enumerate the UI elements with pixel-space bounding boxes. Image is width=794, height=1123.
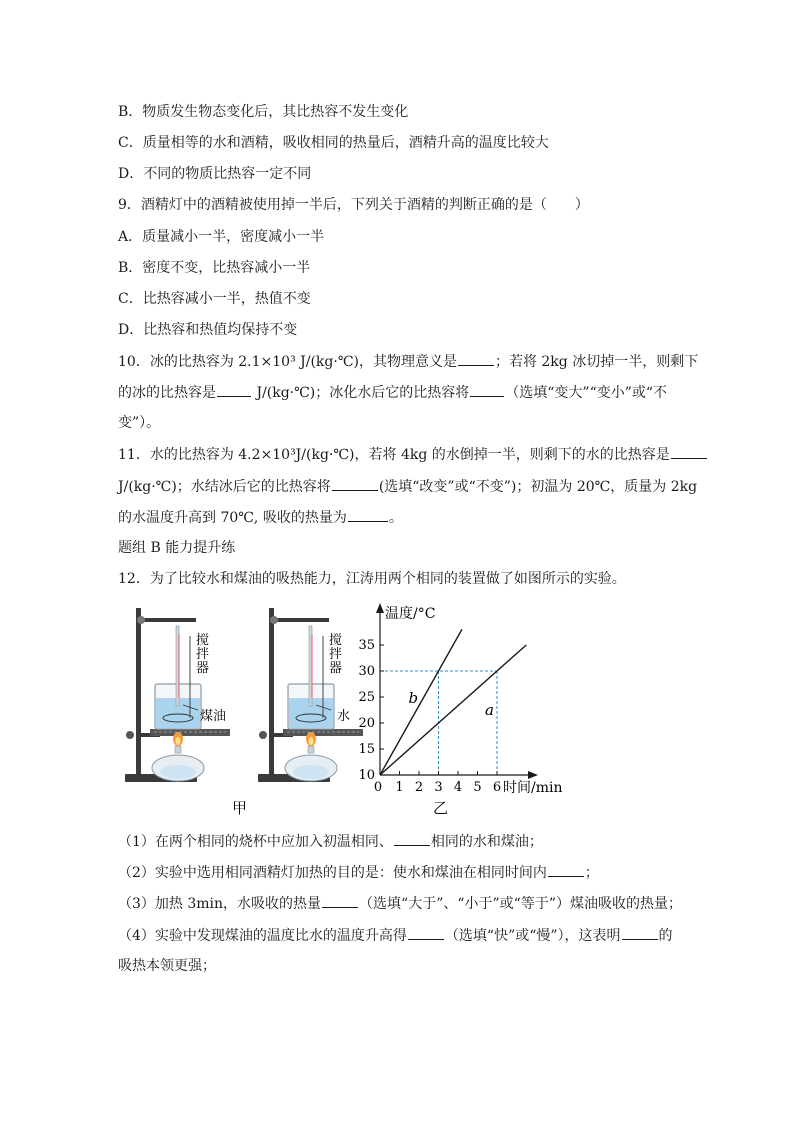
question-12-part-1: （1）在两个相同的烧杯中应加入初温相同、 相同的水和煤油； — [118, 831, 543, 852]
question-9-option-b: B．密度不变，比热容减小一半 — [118, 260, 311, 276]
series-line-b — [380, 629, 462, 775]
x-tick-label: 0 — [373, 780, 383, 795]
x-tick-label: 6 — [492, 780, 502, 795]
answer-blank[interactable] — [394, 831, 430, 846]
stirrer-char-2: 拌 — [329, 647, 343, 662]
stirrer-char-3: 器 — [329, 661, 343, 676]
answer-blank[interactable] — [348, 507, 388, 522]
question-11-line-1: 11．水的比热容为 4.2×10³J/(kg·℃)，若将 4kg 的水倒掉一半，则剩下的水的比热容是 — [118, 444, 708, 465]
answer-blank[interactable] — [622, 925, 658, 940]
support-knob — [126, 731, 134, 739]
question-11-line-2: J/(kg·℃)；水结冰后它的比热容将 (选填“改变”或“不变”)；初温为 20℃，质量为 2kg — [118, 476, 697, 497]
x-tick-label: 2 — [414, 780, 424, 795]
y-tick-label: 35 — [358, 638, 375, 653]
answer-blank[interactable] — [332, 476, 378, 491]
answer-blank[interactable] — [217, 382, 251, 397]
label-yi: 乙 — [433, 799, 449, 817]
x-axis-arrow — [528, 771, 538, 779]
stirrer-char-1: 搅 — [196, 633, 210, 648]
stirrer-char-3: 器 — [196, 661, 210, 676]
kerosene-label: 煤油 — [200, 709, 227, 724]
stirrer-char-2: 拌 — [196, 647, 210, 662]
stirrer-char-1: 搅 — [329, 633, 343, 648]
water-label: 水 — [337, 709, 351, 724]
x-axis-title: 时间/min — [503, 780, 563, 796]
question-11-line-3: 的水温度升高到 70℃, 吸收的热量为 。 — [118, 507, 403, 528]
y-tick-label: 15 — [358, 742, 375, 757]
answer-blank[interactable] — [458, 351, 494, 366]
apparatus-water — [258, 608, 363, 782]
x-tick-label: 5 — [473, 780, 482, 795]
x-tick-label: 4 — [453, 780, 463, 795]
question-d-option-8: D．不同的物质比热容一定不同 — [118, 166, 312, 182]
answer-blank[interactable] — [671, 444, 707, 459]
y-tick-label: 25 — [358, 690, 375, 705]
series-line-a — [380, 645, 526, 775]
y-axis-title: 温度/°C — [385, 606, 436, 622]
temperature-time-chart — [358, 603, 562, 817]
apparatus-jia — [125, 608, 247, 817]
x-tick-label: 1 — [395, 780, 404, 795]
experiment-figure — [118, 598, 588, 823]
question-12-part-4: （4）实验中发现煤油的温度比水的温度升高得 （选填“快”或“慢”），这表明 的 — [118, 925, 673, 946]
y-axis-arrow — [376, 603, 384, 613]
question-10-line-2: 的冰的比热容是 J/(kg·℃)；冰化水后它的比热容将 （选填“变大”“变小”或“不 — [118, 382, 667, 403]
answer-blank[interactable] — [548, 862, 584, 877]
answer-blank[interactable] — [470, 382, 504, 397]
question-c-option-8: C．质量相等的水和酒精，吸收相同的热量后，酒精升高的温度比较大 — [118, 135, 549, 151]
question-9-stem: 9．酒精灯中的酒精被使用掉一半后，下列关于酒精的判断正确的是（ ） — [118, 197, 589, 213]
question-12-part-3: （3）加热 3min，水吸收的热量 （选填“大于”、“小于”或“等于”）煤油吸收的热量； — [118, 893, 682, 914]
stand-rod — [136, 608, 141, 776]
y-tick-label: 30 — [358, 664, 375, 679]
question-9-option-a: A．质量减小一半，密度减小一半 — [118, 229, 325, 245]
question-12-part-2: （2）实验中选用相同酒精灯加热的目的是：使水和煤油在相同时间内 ； — [118, 862, 599, 883]
y-tick-label: 20 — [358, 716, 375, 731]
question-10-line-1: 10．冰的比热容为 2.1×10³ J/(kg·℃)，其物理意义是 ；若将 2kg 冰切掉一半，则剩下 — [118, 351, 698, 372]
question-12-part-4-cont: 吸热本领更强； — [118, 958, 216, 974]
y-tick-label: 10 — [358, 768, 375, 783]
answer-blank[interactable] — [322, 893, 358, 908]
question-9-option-d: D．比热容和热值均保持不变 — [118, 322, 298, 338]
clamp-knob — [137, 616, 145, 624]
series-label-b: b — [408, 689, 419, 707]
series-label-a: a — [485, 701, 494, 719]
lamp-wick — [175, 746, 181, 753]
question-b-option-8: B．物质发生物态变化后，其比热容不发生变化 — [118, 104, 409, 120]
label-jia: 甲 — [232, 799, 248, 817]
x-tick-label: 3 — [434, 780, 443, 795]
section-heading: 题组 B 能力提升练 — [118, 540, 236, 556]
question-12-stem: 12．为了比较水和煤油的吸热能力，江涛用两个相同的装置做了如图所示的实验。 — [118, 571, 626, 587]
answer-blank[interactable] — [408, 925, 444, 940]
question-9-option-c: C．比热容减小一半，热值不变 — [118, 291, 311, 307]
question-10-line-3: 变”）。 — [118, 415, 161, 431]
